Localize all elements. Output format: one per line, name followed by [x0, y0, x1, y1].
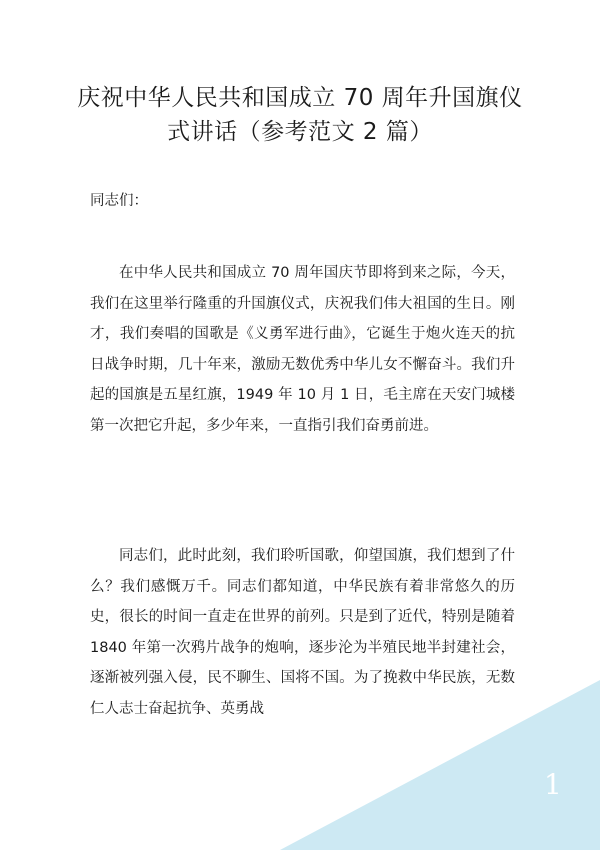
document-title-line-1: 庆祝中华人民共和国成立 70 周年升国旗仪: [77, 85, 523, 111]
page-number: 1: [544, 768, 562, 801]
salutation: 同志们：: [90, 193, 148, 209]
document-title-line-2: 式讲话（参考范文 2 篇）: [167, 119, 433, 145]
body-paragraph-2: 同志们，此时此刻，我们聆听国歌，仰望国旗，我们想到了什么？我们感慨万千。同志们都知道，中华民族有着非常悠久的历史，很长的时间一直走在世界的前列。只是到了近代，特别是随着 1840 年第一次鸦片战争的炮响，逐步沦为半殖民地半封建社会，逐渐被列强入侵，民不聊生、国将不国。为了挽救中华民族，无数仁人志士奋起抗争、英勇战: [90, 548, 515, 717]
corner-triangle-decoration: [280, 680, 600, 850]
body-paragraph-1: 在中华人民共和国成立 70 周年国庆节即将到来之际，今天，我们在这里举行隆重的升国旗仪式，庆祝我们伟大祖国的生日。刚才，我们奏唱的国歌是《义勇军进行曲》，它诞生于炮火连天的抗日战争时期，几十年来，激励无数优秀中华儿女不懈奋斗。我们升起的国旗是五星红旗，1949 年 10 月 1 日，毛主席在天安门城楼第一次把它升起，多少年来，一直指引我们奋勇前进。: [90, 265, 515, 434]
